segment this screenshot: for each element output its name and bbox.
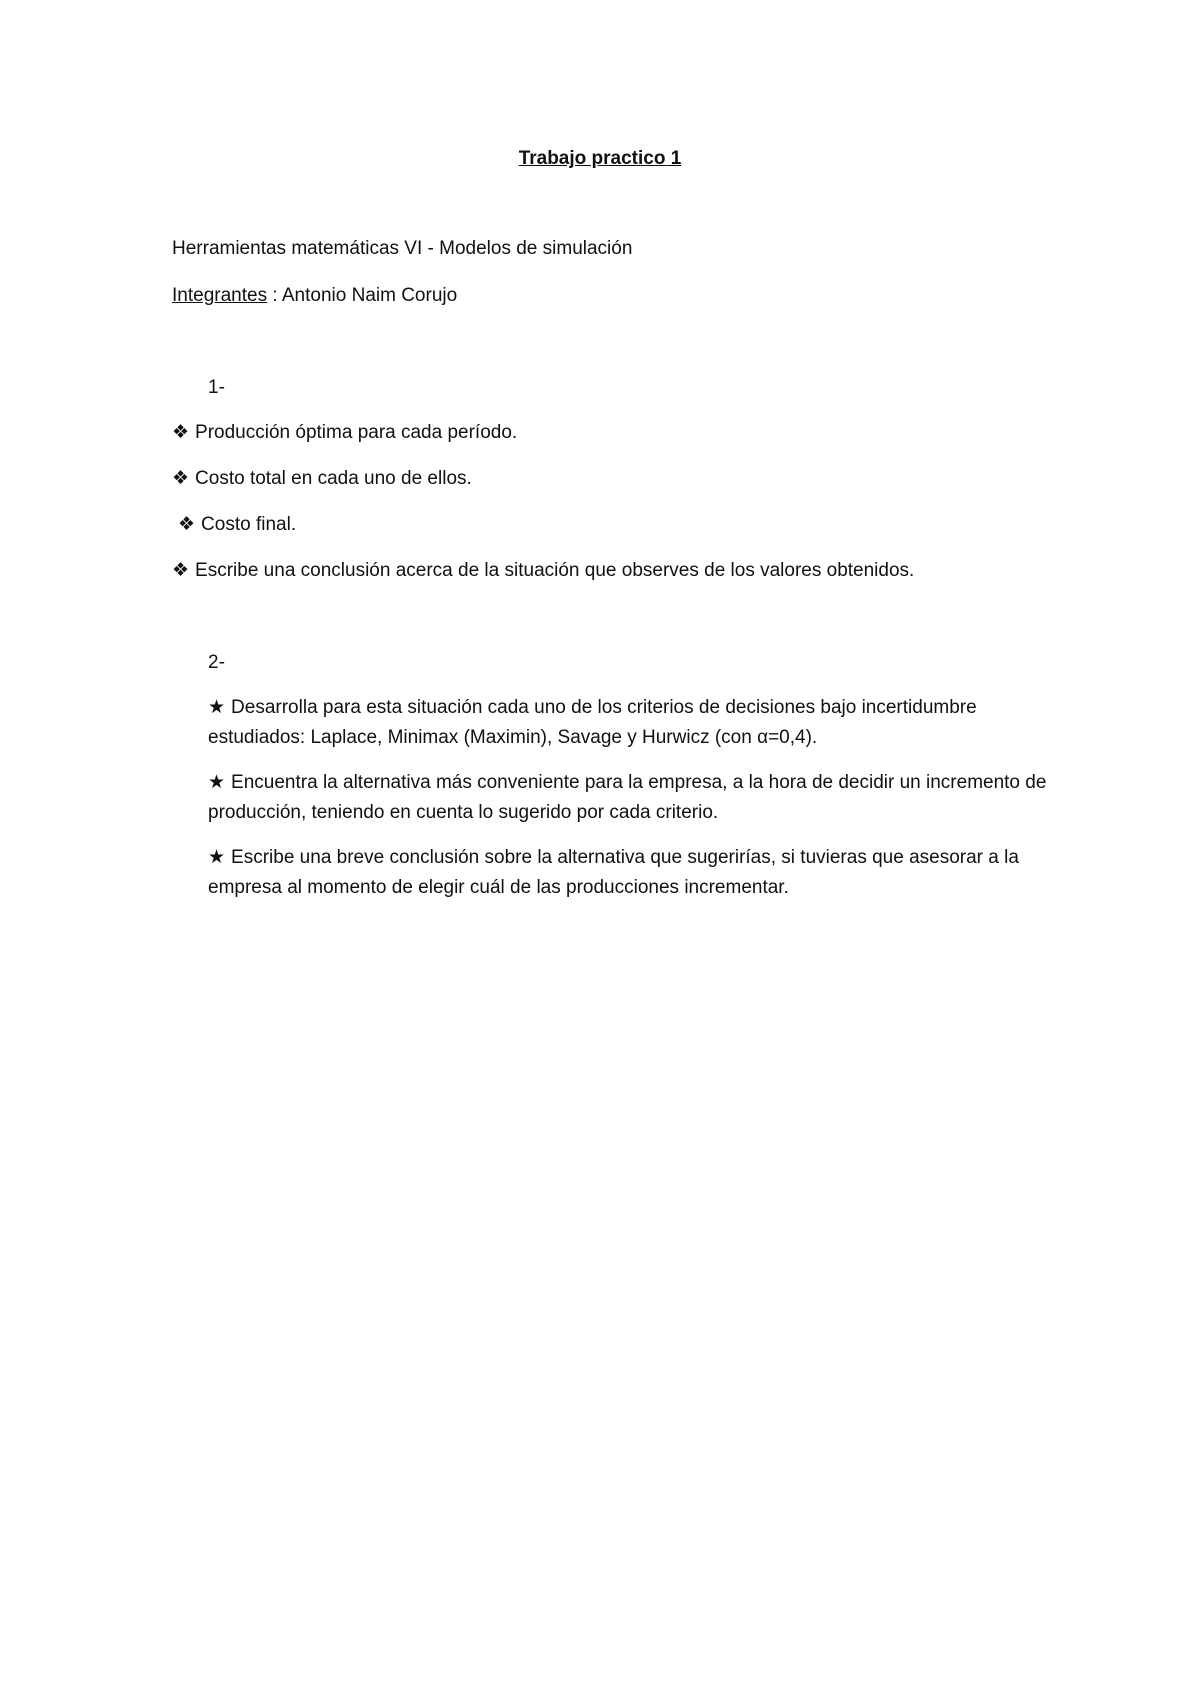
section-2-item-text: Encuentra la alternativa más conveniente para la empresa, a la hora de decidir un incremento de producción, teniendo en cuenta lo sugerido por cada criterio. xyxy=(208,772,1047,823)
diamond-bullet-icon: ❖ xyxy=(172,468,190,489)
section-2-item xyxy=(208,693,1068,753)
section-1-number: 1- xyxy=(208,377,225,398)
section-1-item xyxy=(172,464,472,494)
section-1-item-text: Escribe una conclusión acerca de la situación que observes de los valores obtenidos. xyxy=(195,560,915,581)
members-separator: : xyxy=(267,285,282,306)
members-line xyxy=(172,281,457,311)
section-2-item xyxy=(208,843,1068,903)
page-title: Trabajo practico 1 xyxy=(518,148,682,169)
star-bullet-icon: ★ xyxy=(208,847,226,868)
section-2-item-text: Desarrolla para esta situación cada uno de los criterios de decisiones bajo incertidumbre estudiados: Laplace, Minimax (Maximin), Savage y Hurwicz (con α=0,4). xyxy=(208,697,977,748)
section-1-item xyxy=(172,556,914,586)
section-2-number: 2- xyxy=(208,652,225,673)
section-1-item xyxy=(178,510,296,540)
section-1-item xyxy=(172,418,517,448)
subject-line: Herramientas matemáticas VI - Modelos de simulación xyxy=(172,238,633,259)
section-1-item-text: Producción óptima para cada período. xyxy=(195,422,518,443)
star-bullet-icon: ★ xyxy=(208,772,226,793)
diamond-bullet-icon: ❖ xyxy=(172,422,190,443)
section-2-item-text: Escribe una breve conclusión sobre la alternativa que sugerirías, si tuvieras que asesorar a la empresa al momento de elegir cuál de las producciones incrementar. xyxy=(208,847,1019,898)
diamond-bullet-icon: ❖ xyxy=(172,560,190,581)
members-label: Integrantes xyxy=(172,285,268,306)
section-2-item xyxy=(208,768,1068,828)
section-1-item-text: Costo final. xyxy=(201,514,297,535)
section-1-item-text: Costo total en cada uno de ellos. xyxy=(195,468,472,489)
diamond-bullet-icon: ❖ xyxy=(178,514,196,535)
members-value: Antonio Naim Corujo xyxy=(281,285,458,306)
star-bullet-icon: ★ xyxy=(208,697,226,718)
